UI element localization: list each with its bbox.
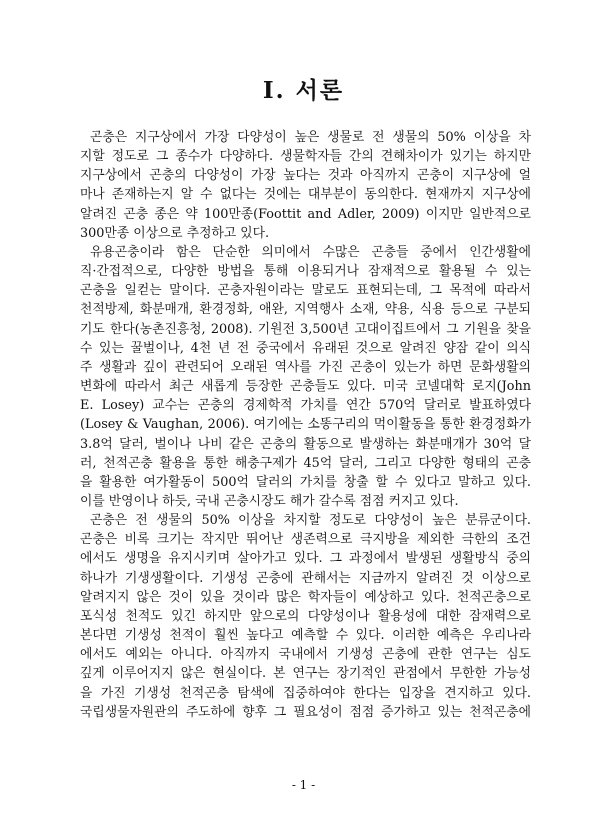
text-line: 알려진 곤충 종은 약 100만종(Foottit and Adler, 2009) 이지만 일반적으로 (80, 206, 531, 222)
body-text (80, 128, 531, 722)
text-line: 깊게 이루어지지 않은 현실이다. 본 연구는 장기적인 관점에서 무한한 가능성 (80, 666, 531, 682)
text-line: 마나 존재하는지 알 수 없다는 것에는 대부분이 동의한다. 현재까지 지구상에 (80, 187, 531, 203)
text-line: 유용곤충이라 함은 단순한 의미에서 수많은 곤충들 중에서 인간생활에 (90, 244, 531, 260)
text-line: 지구상에서 곤충의 다양성이 가장 높다는 것과 아직까지 곤충이 지구상에 얼 (80, 168, 531, 184)
text-line: 곤충은 지구상에서 가장 다양성이 높은 생물로 전 생물의 50% 이상을 차 (90, 130, 531, 145)
text-line: 변화에 따라서 최근 새롭게 등장한 곤충들도 있다. 미국 코넬대학 로지(John (80, 379, 531, 395)
text-line: 을 활용한 여가활동이 500억 달러의 가치를 창출 할 수 있다고 말하고 있다. (80, 474, 531, 490)
text-line: 러, 천적곤충 활용을 통한 해충구제가 45억 달러, 그리고 다양한 형태의 곤충 (80, 455, 531, 471)
text-line: 지할 정도로 그 종수가 다양하다. 생물학자들 간의 견해차이가 있기는 하지만 (80, 149, 531, 165)
paragraph-1 (80, 128, 531, 243)
text-line: 하나가 기생생활이다. 기생성 곤충에 관해서는 지금까지 알려진 것 이상으로 (80, 570, 531, 586)
text-line: 기도 한다(농촌진흥청, 2008). 기원전 3,500년 고대이집트에서 그 기원을 찾을 (80, 321, 531, 337)
text-line: 본다면 기생성 천적이 훨씬 높다고 예측할 수 있다. 이러한 예측은 우리나라 (80, 628, 531, 644)
paragraph-2 (80, 243, 531, 511)
text-line: 천적방제, 화분매개, 환경정화, 애완, 지역행사 소재, 약용, 식용 등으로 구분되 (80, 302, 531, 318)
text-line: 에서도 예외는 아니다. 아직까지 국내에서 기생성 곤충에 관한 연구는 심도 (80, 647, 531, 663)
page-number: - 1 - (291, 778, 316, 792)
text-line: 직·간접적으로, 다양한 방법을 통해 이용되거나 잠재적으로 활용될 수 있는 (80, 264, 531, 280)
text-line: 에서도 생명을 유지시키며 살아가고 있다. 그 과정에서 발생된 생활방식 중의 (80, 551, 531, 567)
text-line: 300만종 이상으로 추정하고 있다. (80, 225, 270, 241)
text-line: 곤충은 전 생물의 50% 이상을 차지할 정도로 다양성이 높은 분류군이다. (90, 513, 531, 529)
text-line: 포식성 천적도 있긴 하지만 앞으로의 다양성이나 활용성에 대한 잠재력으로 (80, 608, 531, 624)
text-line: 곤충은 비록 크기는 작지만 뛰어난 생존력으로 극지방을 제외한 극한의 조건 (80, 532, 531, 548)
text-line: (Losey & Vaughan, 2006). 여기에는 소똥구리의 먹이활동을 통한 환경정화가 (80, 417, 531, 433)
text-line: 주 생활과 깊이 관련되어 오래된 역사를 가진 곤충이 있는가 하면 문화생활의 (80, 359, 531, 375)
paragraph-3 (80, 511, 531, 722)
text-line: 곤충을 일컫는 말이다. 곤충자원이라는 말로도 표현되는데, 그 목적에 따라서 (80, 283, 531, 299)
text-line: 알려지지 않은 것이 있을 것이라 많은 학자들이 예상하고 있다. 천적곤충으로 (80, 589, 531, 605)
text-line: E. Losey) 교수는 곤충의 경제학적 가치를 연간 570억 달러로 발표하였다 (80, 398, 531, 414)
text-line: 3.8억 달러, 벌이나 나비 같은 곤충의 활동으로 발생하는 화분매개가 30억 달 (80, 436, 531, 452)
text-line: 국립생물자원관의 주도하에 향후 그 필요성이 점점 증가하고 있는 천적곤충에 (80, 704, 531, 720)
section-title: Ⅰ. 서론 (262, 77, 345, 104)
text-line: 이를 반영이나 하듯, 국내 곤충시장도 해가 갈수록 점점 커지고 있다. (80, 493, 459, 509)
text-line: 수 있는 꿀벌이나, 4천 년 전 중국에서 유래된 것으로 알려진 양잠 같이 의식 (80, 340, 531, 356)
text-line: 을 가진 기생성 천적곤충 탐색에 집중하여야 한다는 입장을 견지하고 있다. (80, 685, 531, 701)
